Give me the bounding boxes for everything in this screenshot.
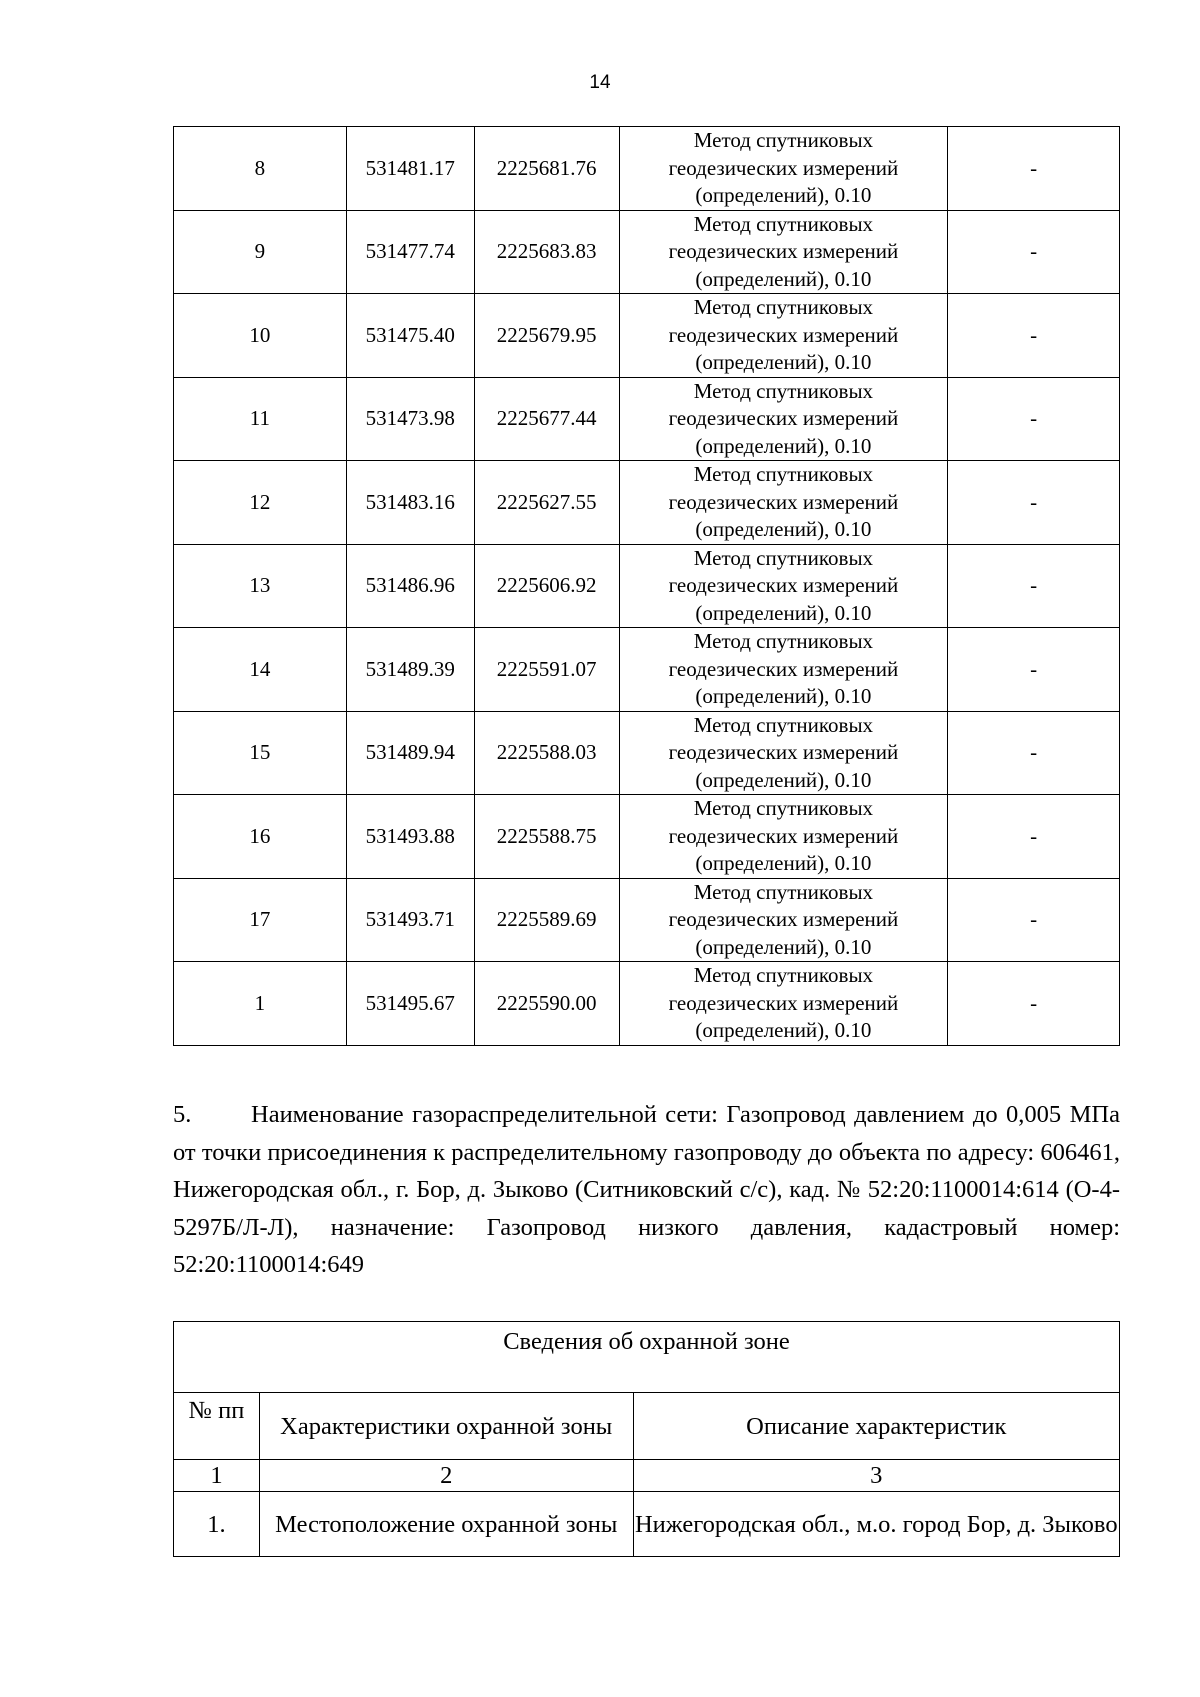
point-number-cell: 8 (174, 127, 347, 211)
table-row (174, 377, 1120, 461)
point-number-cell: 1 (174, 962, 347, 1046)
method-line: (определений), 0.10 (695, 350, 872, 374)
method-line: Метод спутниковых (693, 629, 874, 653)
method-line: (определений), 0.10 (695, 433, 872, 458)
table-row (174, 294, 1120, 378)
point-number-cell: 14 (174, 628, 347, 712)
point-number-cell: 11 (174, 377, 347, 461)
table-row (174, 878, 1120, 962)
method-line: Метод спутниковых (693, 879, 874, 904)
coordinates-table (173, 126, 1120, 1046)
y-coordinate-cell: 2225683.83 (474, 210, 619, 294)
y-coordinate-cell: 2225627.55 (474, 461, 619, 545)
x-coordinate-cell: 531489.39 (346, 628, 474, 712)
note-cell: - (948, 878, 1120, 962)
method-cell (619, 294, 948, 378)
index-cell-3: 3 (633, 1460, 1119, 1492)
x-coordinate-cell: 531486.96 (346, 544, 474, 628)
method-line: геодезических измерений (668, 239, 899, 263)
method-line: Метод спутниковых (693, 712, 874, 737)
method-line: (определений), 0.10 (695, 767, 872, 792)
method-cell (619, 127, 948, 211)
method-line: (определений), 0.10 (695, 266, 872, 291)
table-row (174, 795, 1120, 879)
note-cell: - (948, 628, 1120, 712)
method-line: Метод спутниковых (693, 963, 874, 987)
method-line: геодезических измерений (668, 322, 899, 347)
x-coordinate-cell: 531475.40 (346, 294, 474, 378)
x-coordinate-cell: 531473.98 (346, 377, 474, 461)
method-line: Метод спутниковых (693, 128, 874, 152)
zone-row-characteristic: Местоположение охранной зоны (259, 1492, 633, 1557)
header-characteristics: Характеристики охранной зоны (259, 1393, 633, 1460)
zone-table-row (174, 1492, 1120, 1557)
x-coordinate-cell: 531495.67 (346, 962, 474, 1046)
y-coordinate-cell: 2225677.44 (474, 377, 619, 461)
method-line: геодезических измерений (668, 155, 899, 180)
method-line: геодезических измерений (668, 740, 899, 764)
note-cell: - (948, 294, 1120, 378)
note-cell: - (948, 127, 1120, 211)
y-coordinate-cell: 2225588.03 (474, 711, 619, 795)
zone-table-caption: Сведения об охранной зоне (174, 1322, 1120, 1393)
zone-table-caption-row (174, 1322, 1120, 1393)
method-cell (619, 377, 948, 461)
index-cell-1: 1 (174, 1460, 260, 1492)
method-line: Метод спутниковых (693, 295, 874, 319)
note-cell: - (948, 461, 1120, 545)
method-cell (619, 878, 948, 962)
method-line: геодезических измерений (668, 823, 899, 848)
method-line: Метод спутниковых (693, 796, 874, 820)
method-line: геодезических измерений (668, 907, 899, 931)
method-line: (определений), 0.10 (695, 934, 872, 959)
method-line: Метод спутниковых (693, 462, 874, 486)
method-cell (619, 210, 948, 294)
coordinates-table-body (174, 127, 1120, 1046)
y-coordinate-cell: 2225606.92 (474, 544, 619, 628)
zone-row-description: Нижегородская обл., м.о. город Бор, д. Зыково (633, 1492, 1119, 1557)
x-coordinate-cell: 531489.94 (346, 711, 474, 795)
table-row (174, 544, 1120, 628)
method-line: геодезических измерений (668, 990, 899, 1015)
x-coordinate-cell: 531481.17 (346, 127, 474, 211)
table-row (174, 461, 1120, 545)
method-line: геодезических измерений (668, 656, 899, 681)
note-cell: - (948, 962, 1120, 1046)
zone-table-index-row (174, 1460, 1120, 1492)
note-cell: - (948, 795, 1120, 879)
method-cell (619, 962, 948, 1046)
method-line: Метод спутниковых (693, 378, 874, 403)
method-line: геодезических измерений (668, 406, 899, 430)
y-coordinate-cell: 2225591.07 (474, 628, 619, 712)
note-cell: - (948, 711, 1120, 795)
y-coordinate-cell: 2225679.95 (474, 294, 619, 378)
section-text: Наименование газораспределительной сети: Газопровод давлением до 0,005 МПа от точки присоединения к распределительному газопроводу до объекта по адресу: 606461, Нижегородская обл., г. Бор, д. Зыково (Ситниковский с/с), кад. № 52:20:1100014:614 (О-4-5297Б/Л-Л), назначение: Газопровод низкого давления, кадастровый номер: 52:20:1100014:649 (173, 1101, 1120, 1278)
zone-table-header-row (174, 1393, 1120, 1460)
header-description: Описание характеристик (633, 1393, 1119, 1460)
page-number: 14 (589, 72, 611, 93)
point-number-cell: 10 (174, 294, 347, 378)
header-number: № пп (174, 1393, 260, 1460)
method-line: (определений), 0.10 (695, 517, 872, 541)
x-coordinate-cell: 531477.74 (346, 210, 474, 294)
table-row (174, 628, 1120, 712)
table-row (174, 210, 1120, 294)
y-coordinate-cell: 2225681.76 (474, 127, 619, 211)
note-cell: - (948, 377, 1120, 461)
point-number-cell: 12 (174, 461, 347, 545)
point-number-cell: 13 (174, 544, 347, 628)
index-cell-2: 2 (259, 1460, 633, 1492)
method-line: (определений), 0.10 (695, 684, 872, 708)
note-cell: - (948, 544, 1120, 628)
method-line: (определений), 0.10 (695, 600, 872, 625)
y-coordinate-cell: 2225589.69 (474, 878, 619, 962)
note-cell: - (948, 210, 1120, 294)
table-row (174, 127, 1120, 211)
section-number: 5. (173, 1101, 192, 1128)
zone-row-number: 1. (174, 1492, 260, 1557)
y-coordinate-cell: 2225590.00 (474, 962, 619, 1046)
method-line: (определений), 0.10 (695, 183, 872, 207)
point-number-cell: 16 (174, 795, 347, 879)
table-row (174, 962, 1120, 1046)
x-coordinate-cell: 531483.16 (346, 461, 474, 545)
method-cell (619, 711, 948, 795)
method-cell (619, 628, 948, 712)
method-cell (619, 461, 948, 545)
method-line: Метод спутниковых (693, 211, 874, 236)
method-line: геодезических измерений (668, 489, 899, 514)
x-coordinate-cell: 531493.88 (346, 795, 474, 879)
section-5-paragraph (173, 1096, 1120, 1284)
point-number-cell: 17 (174, 878, 347, 962)
method-cell (619, 544, 948, 628)
method-cell (619, 795, 948, 879)
y-coordinate-cell: 2225588.75 (474, 795, 619, 879)
protection-zone-table (173, 1321, 1120, 1557)
method-line: Метод спутниковых (693, 545, 874, 570)
point-number-cell: 15 (174, 711, 347, 795)
x-coordinate-cell: 531493.71 (346, 878, 474, 962)
method-line: (определений), 0.10 (695, 1018, 872, 1042)
table-row (174, 711, 1120, 795)
method-line: геодезических измерений (668, 573, 899, 597)
point-number-cell: 9 (174, 210, 347, 294)
method-line: (определений), 0.10 (695, 851, 872, 875)
